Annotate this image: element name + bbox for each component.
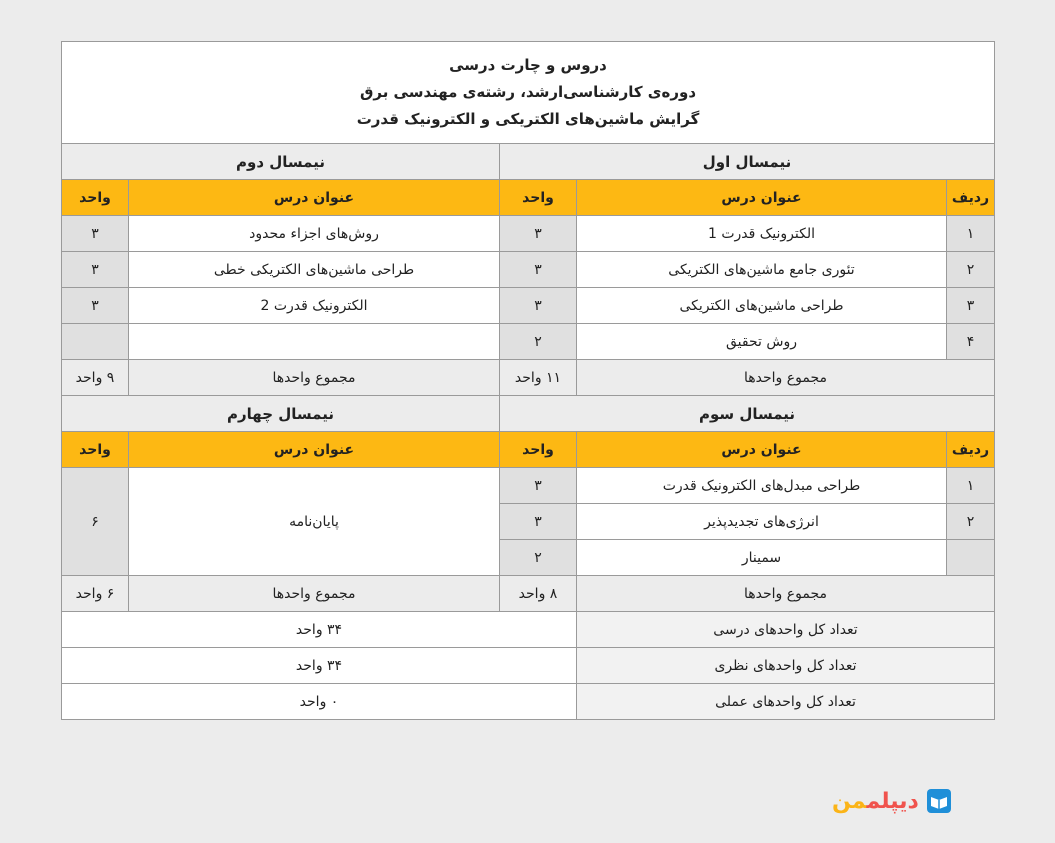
sem2-course-cell-empty [129, 324, 500, 360]
brand-name [832, 789, 919, 814]
sem1-unit-cell: ۳ [500, 216, 577, 252]
sem2-sum-value: ۹ واحد [62, 360, 129, 396]
sem2-course-cell: الکترونیک قدرت 2 [129, 288, 500, 324]
total-practical-units-value: ۰ واحد [62, 684, 577, 720]
sem3-unit-cell: ۲ [500, 540, 577, 576]
sem2-unit-header: واحد [62, 180, 129, 216]
sem2-course-header: عنوان درس [129, 180, 500, 216]
sem1-unit-cell: ۳ [500, 252, 577, 288]
sem2-unit-cell: ۳ [62, 288, 129, 324]
sem3-course-header: عنوان درس [577, 432, 947, 468]
book-icon [927, 789, 951, 813]
sem3-row-header: ردیف [947, 432, 995, 468]
sem4-unit-header: واحد [62, 432, 129, 468]
sem1-row-number: ۳ [947, 288, 995, 324]
semester-2-title: نیمسال دوم [62, 144, 500, 180]
semester-3-title: نیمسال سوم [500, 396, 995, 432]
title-line-2: دوره‌ی کارشناسی‌ارشد، رشته‌ی مهندسی برق [359, 83, 697, 101]
sem3-unit-cell: ۳ [500, 468, 577, 504]
sem1-unit-cell: ۳ [500, 288, 577, 324]
sem3-row-number: ۲ [947, 504, 995, 540]
sem1-sum-label: مجموع واحدها [577, 360, 995, 396]
brand-name-part-1: دیپلم [866, 788, 919, 814]
sem2-unit-cell: ۳ [62, 216, 129, 252]
sem1-unit-header: واحد [500, 180, 577, 216]
sem1-unit-cell: ۲ [500, 324, 577, 360]
totals-row [62, 612, 995, 648]
sem4-unit-cell: ۶ [62, 468, 129, 576]
sem1-row-number: ۴ [947, 324, 995, 360]
sem1-course-cell: طراحی ماشین‌های الکتریکی [577, 288, 947, 324]
sem4-course-cell: پایان‌نامه [129, 468, 500, 576]
sem1-row-number: ۱ [947, 216, 995, 252]
sem2-unit-cell-empty [62, 324, 129, 360]
table-row [62, 216, 995, 252]
sem2-sum-label: مجموع واحدها [129, 360, 500, 396]
totals-row [62, 648, 995, 684]
sem1-row-header: ردیف [947, 180, 995, 216]
course-chart-table [61, 41, 995, 720]
sem4-sum-value: ۶ واحد [62, 576, 129, 612]
sem3-sum-label: مجموع واحدها [577, 576, 995, 612]
sem3-course-cell: انرژی‌های تجدیدپذیر [577, 504, 947, 540]
sem3-unit-header: واحد [500, 432, 577, 468]
sem1-course-header: عنوان درس [577, 180, 947, 216]
sem2-course-cell: طراحی ماشین‌های الکتریکی خطی [129, 252, 500, 288]
sem4-course-header: عنوان درس [129, 432, 500, 468]
sem2-unit-cell: ۳ [62, 252, 129, 288]
sem1-row-number: ۲ [947, 252, 995, 288]
sem1-course-cell: تئوری جامع ماشین‌های الکتریکی [577, 252, 947, 288]
sem4-sum-label: مجموع واحدها [129, 576, 500, 612]
sem2-course-cell: روش‌های اجزاء محدود [129, 216, 500, 252]
chart-title [62, 42, 995, 144]
table-row [62, 252, 995, 288]
total-practical-units-label: تعداد کل واحدهای عملی [577, 684, 995, 720]
table-row [62, 288, 995, 324]
sem3-sum-value: ۸ واحد [500, 576, 577, 612]
sem3-row-number: ۱ [947, 468, 995, 504]
sem3-unit-cell: ۳ [500, 504, 577, 540]
total-course-units-label: تعداد کل واحدهای درسی [577, 612, 995, 648]
sem3-course-cell: سمینار [577, 540, 947, 576]
brand-logo [832, 783, 951, 819]
total-theory-units-value: ۳۴ واحد [62, 648, 577, 684]
sem1-course-cell: الکترونیک قدرت 1 [577, 216, 947, 252]
table-row [62, 468, 995, 504]
sem1-course-cell: روش تحقیق [577, 324, 947, 360]
title-line-1: دروس و چارت درسی [449, 56, 607, 74]
sem3-course-cell: طراحی مبدل‌های الکترونیک قدرت [577, 468, 947, 504]
semester-4-title: نیمسال چهارم [62, 396, 500, 432]
sem3-row-number-empty [947, 540, 995, 576]
total-course-units-value: ۳۴ واحد [62, 612, 577, 648]
total-theory-units-label: تعداد کل واحدهای نظری [577, 648, 995, 684]
brand-name-part-2: من [832, 788, 867, 814]
semester-1-title: نیمسال اول [500, 144, 995, 180]
table-row [62, 324, 995, 360]
sem1-sum-value: ۱۱ واحد [500, 360, 577, 396]
title-line-3: گرایش ماشین‌های الکتریکی و الکترونیک قدرت [356, 110, 700, 128]
totals-row [62, 684, 995, 720]
